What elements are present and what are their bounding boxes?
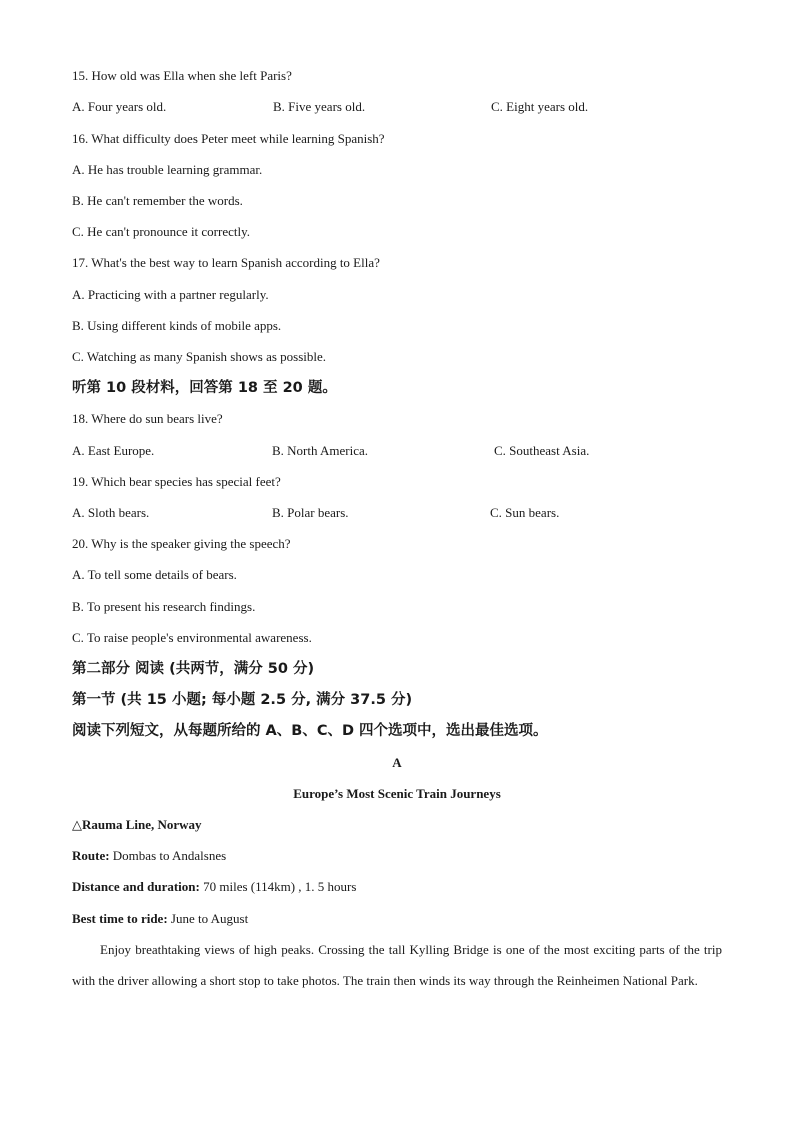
section-10-heading: 听第 10 段材料，回答第 18 至 20 题。 — [72, 380, 337, 396]
besttime-value: June to August — [167, 911, 249, 926]
question-16-stem: 16. What difficulty does Peter meet while learning Spanish? — [72, 131, 385, 146]
question-16-option-a: A. He has trouble learning grammar. — [72, 162, 263, 177]
question-18-option-a: A. East Europe. — [72, 443, 155, 458]
passage-title: Europe’s Most Scenic Train Journeys — [293, 786, 501, 801]
besttime-row — [72, 911, 248, 927]
question-16-option-b: B. He can't remember the words. — [72, 193, 243, 208]
question-17-stem: 17. What's the best way to learn Spanish according to Ella? — [72, 255, 380, 270]
question-16-option-c: C. He can't pronounce it correctly. — [72, 224, 251, 239]
question-17-option-b: B. Using different kinds of mobile apps. — [72, 318, 282, 333]
passage-heading: △Rauma Line, Norway — [72, 817, 202, 832]
question-19-option-a: A. Sloth bears. — [72, 505, 150, 520]
question-18-option-b: B. North America. — [272, 443, 369, 458]
question-15-option-a: A. Four years old. — [72, 99, 167, 114]
question-19-option-b: B. Polar bears. — [272, 505, 349, 520]
question-18-stem: 18. Where do sun bears live? — [72, 411, 223, 426]
question-17-option-a: A. Practicing with a partner regularly. — [72, 287, 269, 302]
besttime-label: Best time to ride: — [72, 911, 168, 926]
section-1-heading: 第一节 (共 15 小题; 每小题 2.5 分, 满分 37.5 分) — [72, 692, 413, 708]
distance-row — [72, 879, 356, 895]
route-value: Dombas to Andalsnes — [109, 848, 227, 863]
question-20-option-a: A. To tell some details of bears. — [72, 567, 237, 582]
question-19-stem: 19. Which bear species has special feet? — [72, 474, 281, 489]
question-15-option-c: C. Eight years old. — [491, 99, 589, 114]
question-17-option-c: C. Watching as many Spanish shows as possible. — [72, 349, 327, 364]
question-20-option-b: B. To present his research findings. — [72, 599, 256, 614]
question-20-stem: 20. Why is the speaker giving the speech? — [72, 536, 291, 551]
route-row — [72, 848, 226, 864]
distance-value: 70 miles (114km) , 1. 5 hours — [199, 879, 357, 894]
route-label: Route: — [72, 848, 110, 863]
question-15-option-b: B. Five years old. — [273, 99, 366, 114]
question-15-stem: 15. How old was Ella when she left Paris? — [72, 68, 292, 83]
question-19-option-c: C. Sun bears. — [490, 505, 560, 520]
reading-instruction: 阅读下列短文，从每题所给的 A、B、C、D 四个选项中，选出最佳选项。 — [72, 723, 548, 739]
question-20-option-c: C. To raise people's environmental awareness. — [72, 630, 312, 645]
passage-letter: A — [392, 755, 402, 770]
passage-paragraph: Enjoy breathtaking views of high peaks. Crossing the tall Kylling Bridge is one of the most exciting parts of the trip with the driver allowing a short stop to take photos. The train then winds its way through the Reinheimen National Park. — [72, 942, 722, 988]
part-2-heading: 第二部分 阅读 (共两节，满分 50 分) — [72, 661, 315, 677]
question-18-option-c: C. Southeast Asia. — [494, 443, 590, 458]
distance-label: Distance and duration: — [72, 879, 200, 894]
